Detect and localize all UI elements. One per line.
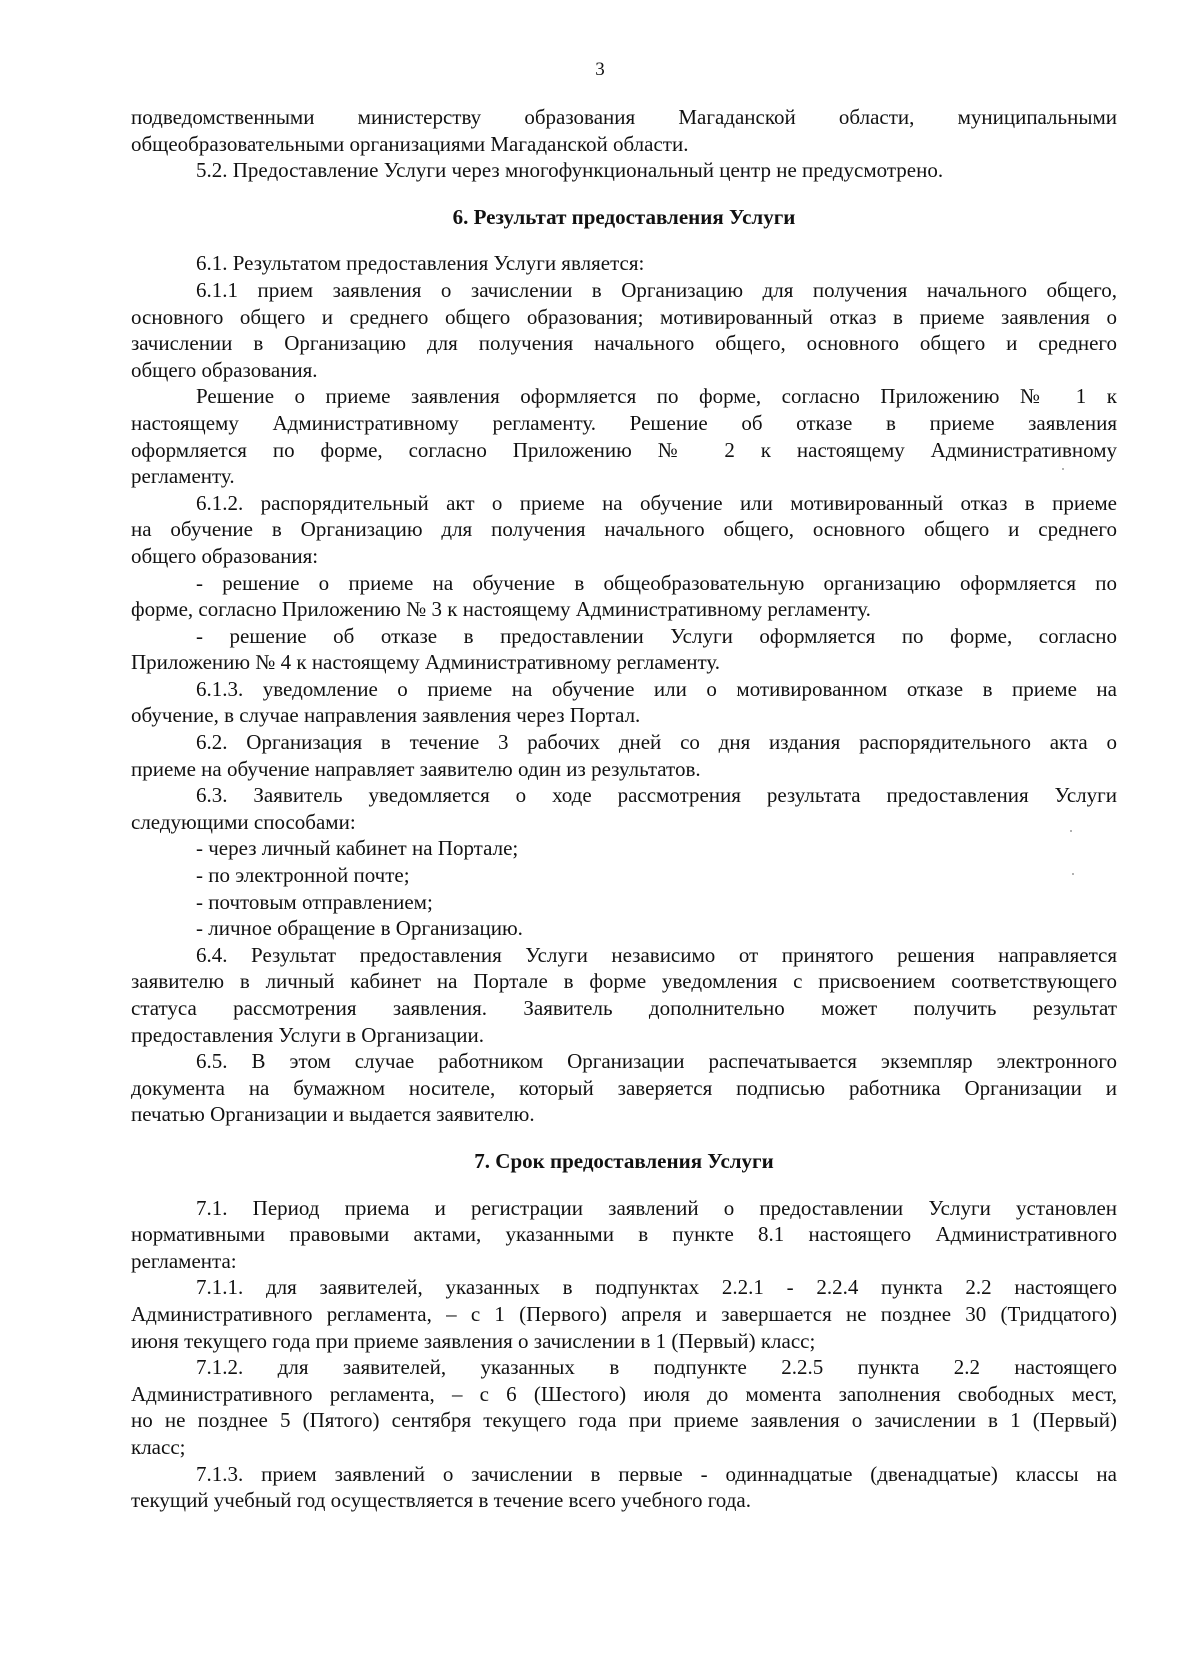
- text-line: 7.1.3. прием заявлений о зачислении в первые - одиннадцатые (двенадцатые) классы на: [196, 1461, 1117, 1486]
- text-line: настоящему Административному регламенту. Решение об отказе в приеме заявления: [131, 410, 1117, 435]
- text-line: статуса рассмотрения заявления. Заявитель дополнительно может получить результат: [131, 996, 1117, 1020]
- page-number: 3: [595, 59, 605, 80]
- text-line: - почтовым отправлением;: [196, 889, 433, 914]
- text-line: июня текущего года при приеме заявления о зачислении в 1 (Первый) класс;: [131, 1328, 816, 1353]
- document-body: [131, 104, 1117, 1514]
- scan-speck: [1070, 830, 1072, 832]
- text-line: 6.1.2. распорядительный акт о приеме на обучение или мотивированный отказ в приеме: [196, 490, 1117, 515]
- spacer: [131, 1175, 1117, 1195]
- text-line: следующими способами:: [131, 809, 356, 834]
- text-line: 7.1.1. для заявителей, указанных в подпунктах 2.2.1 - 2.2.4 пункта 2.2 настоящего: [196, 1275, 1117, 1300]
- spacer: [131, 230, 1117, 250]
- text-line: регламенту.: [131, 464, 235, 489]
- text-line: 6.3. Заявитель уведомляется о ходе рассмотрения результата предоставления Услуги: [196, 783, 1117, 808]
- text-line: - решение об отказе в предоставлении Услуги оформляется по форме, согласно: [196, 623, 1117, 648]
- text-line: Решение о приеме заявления оформляется по форме, согласно Приложению № 1 к: [196, 384, 1117, 409]
- text-line: Административного регламента, – с 6 (Шестого) июля до момента заполнения свободных мест,: [131, 1381, 1117, 1406]
- text-line: приеме на обучение направляет заявителю один из результатов.: [131, 756, 701, 781]
- text-line: общего образования.: [131, 357, 318, 382]
- text-line: Административного регламента, – с 1 (Первого) апреля и завершается не позднее 30 (Тридцатого): [131, 1301, 1117, 1326]
- text-line: оформляется по форме, согласно Приложению № 2 к настоящему Административному: [131, 437, 1117, 462]
- text-line: основного общего и среднего общего образования; мотивированный отказ в приеме заявления о: [131, 304, 1117, 329]
- section-heading: 7. Срок предоставления Услуги: [474, 1148, 774, 1173]
- text-line: но не позднее 5 (Пятого) сентября текущего года при приеме заявления о зачислении в 1 (Первый): [131, 1408, 1117, 1433]
- spacer: [131, 1128, 1117, 1148]
- text-line: текущий учебный год осуществляется в течение всего учебного года.: [131, 1488, 751, 1513]
- text-line: 6.1. Результатом предоставления Услуги является:: [196, 251, 645, 276]
- text-line: общеобразовательными организациями Магаданской области.: [131, 131, 689, 156]
- text-line: - личное обращение в Организацию.: [196, 916, 523, 941]
- text-line: Приложению № 4 к настоящему Административному регламенту.: [131, 650, 721, 675]
- text-line: 7.1.2. для заявителей, указанных в подпункте 2.2.5 пункта 2.2 настоящего: [196, 1355, 1117, 1380]
- text-line: регламента:: [131, 1248, 237, 1273]
- text-line: нормативными правовыми актами, указанными в пункте 8.1 настоящего Административного: [131, 1222, 1117, 1247]
- text-line: заявителю в личный кабинет на Портале в форме уведомления с присвоением соответствующего: [131, 969, 1117, 994]
- text-line: форме, согласно Приложению № 3 к настоящему Административному регламенту.: [131, 597, 871, 622]
- text-line: подведомственными министерству образования Магаданской области, муниципальными: [131, 105, 1117, 129]
- scan-speck: [1062, 468, 1064, 470]
- text-line: общего образования:: [131, 543, 319, 568]
- text-line: 6.1.1 прием заявления о зачислении в Организацию для получения начального общего,: [196, 277, 1117, 302]
- text-line: класс;: [131, 1434, 186, 1459]
- text-line: - решение о приеме на обучение в общеобразовательную организацию оформляется по: [196, 570, 1117, 595]
- scan-speck: [1072, 873, 1074, 875]
- text-line: - через личный кабинет на Портале;: [196, 836, 519, 861]
- text-line: 6.2. Организация в течение 3 рабочих дней со дня издания распорядительного акта о: [196, 730, 1117, 755]
- text-line: 6.4. Результат предоставления Услуги независимо от принятого решения направляется: [196, 942, 1117, 967]
- text-line: печатью Организации и выдается заявителю.: [131, 1102, 535, 1127]
- text-line: предоставления Услуги в Организации.: [131, 1022, 484, 1047]
- text-line: - по электронной почте;: [196, 863, 410, 888]
- text-line: 7.1. Период приема и регистрации заявлений о предоставлении Услуги установлен: [196, 1195, 1117, 1220]
- section-heading: 6. Результат предоставления Услуги: [452, 204, 796, 229]
- text-line: на обучение в Организацию для получения начального общего, основного общего и среднего: [131, 517, 1117, 542]
- text-line: зачислении в Организацию для получения начального общего, основного общего и среднего: [131, 331, 1117, 356]
- spacer: [131, 184, 1117, 204]
- text-line: документа на бумажном носителе, который заверяется подписью работника Организации и: [131, 1075, 1117, 1100]
- text-line: 5.2. Предоставление Услуги через многофункциональный центр не предусмотрено.: [196, 158, 944, 183]
- text-line: 6.5. В этом случае работником Организации распечатывается экземпляр электронного: [196, 1049, 1117, 1074]
- text-line: обучение, в случае направления заявления через Портал.: [131, 703, 641, 728]
- text-line: 6.1.3. уведомление о приеме на обучение или о мотивированном отказе в приеме на: [196, 676, 1117, 701]
